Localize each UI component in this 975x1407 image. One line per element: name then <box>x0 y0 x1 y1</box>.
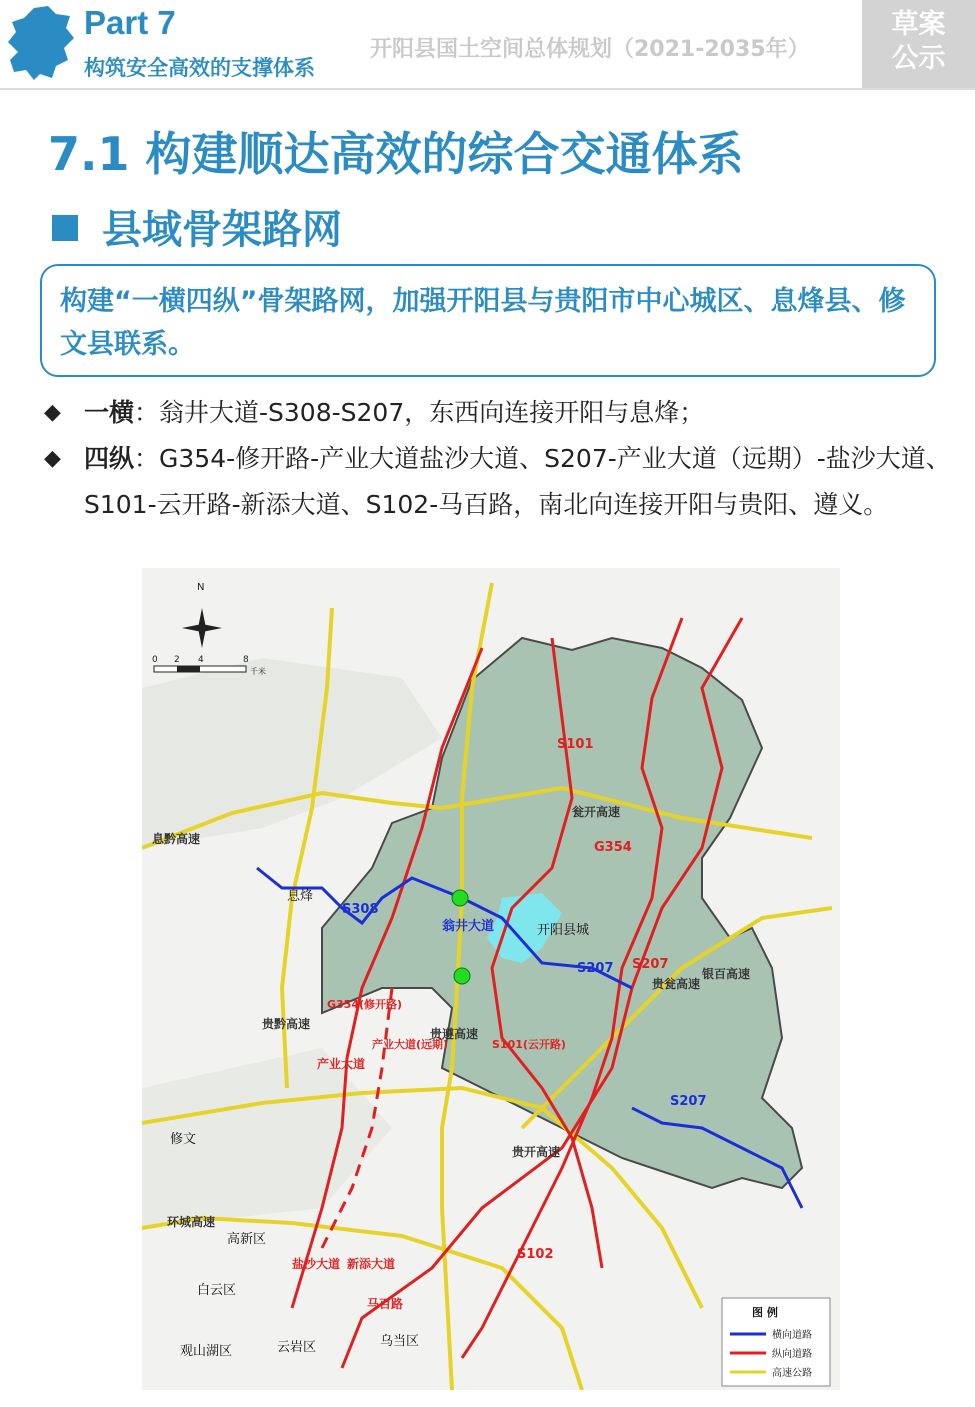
scale-tick: 4 <box>198 655 204 665</box>
place-label: 白云区 <box>197 1283 237 1298</box>
legend-label: 纵向道路 <box>772 1349 812 1360</box>
diamond-bullet-icon: ◆ <box>44 446 61 471</box>
place-label: 观山湖区 <box>180 1344 233 1359</box>
bullet-list <box>40 390 955 528</box>
road-label: 瓮开高速 <box>572 805 621 819</box>
legend-label: 高速公路 <box>772 1368 812 1379</box>
road-label: 银百高速 <box>702 967 751 981</box>
hub-node <box>454 968 470 984</box>
hub-node <box>452 890 468 906</box>
part-label: Part 7 <box>84 4 176 41</box>
section-title: 7.1 构建顺达高效的综合交通体系 <box>48 127 744 181</box>
road-label: S207 <box>632 957 669 972</box>
road-network-map <box>142 568 840 1390</box>
road-label: S101(云开路) <box>492 1038 566 1051</box>
road-label: S102 <box>517 1247 554 1262</box>
road-label: 贵黔高速 <box>262 1017 311 1031</box>
road-label: G354(修开路) <box>327 998 403 1011</box>
road-label: 新添大道 <box>347 1257 396 1271</box>
road-label: 息黔高速 <box>152 832 201 846</box>
road-label: 翁井大道 <box>442 919 495 934</box>
road-label: S207 <box>670 1094 707 1109</box>
scale-tick: 2 <box>174 655 180 665</box>
road-label: 贵瓮高速 <box>652 977 701 991</box>
road-label: S207 <box>577 961 614 976</box>
summary-box: 构建“一横四纵”骨架路网，加强开阳县与贵阳市中心城区、息烽县、修文县联系。 <box>40 264 936 377</box>
scale-bar-segment <box>177 666 200 672</box>
scale-tick: 8 <box>243 655 249 665</box>
place-label: 高新区 <box>227 1232 267 1247</box>
part-subtitle: 构筑安全高效的支撑体系 <box>84 56 315 80</box>
road-label: 贵开高速 <box>512 1145 561 1159</box>
road-label: S101 <box>557 737 594 752</box>
road-label: S308 <box>342 902 379 917</box>
road-label: 马百路 <box>367 1297 404 1311</box>
bullet-text: ：G354-修开路-产业大道盐沙大道、S207-产业大道（远期）-盐沙大道、S101-云开路-新添大道、S102-马百路，南北向连接开阳与贵阳、遵义。 <box>84 444 951 519</box>
legend-label: 横向道路 <box>772 1330 812 1341</box>
road-label: 环城高速 <box>167 1215 216 1229</box>
bullet-label: 四纵 <box>84 444 135 473</box>
road-label: 贵遵高速 <box>430 1027 479 1041</box>
place-label: 息烽 <box>287 889 314 904</box>
place-label: 云岩区 <box>277 1340 317 1355</box>
draft-badge <box>862 0 975 88</box>
diamond-bullet-icon: ◆ <box>44 400 61 425</box>
north-label: N <box>197 582 205 593</box>
page-header <box>0 0 975 90</box>
scale-tick: 0 <box>152 655 158 665</box>
county-map-logo <box>4 4 80 82</box>
place-label: 乌当区 <box>380 1334 420 1349</box>
bullet-item <box>40 390 955 436</box>
road-label: 产业大道 <box>317 1057 366 1071</box>
section-subtitle: 县域骨架路网 <box>102 207 342 253</box>
bullet-label: 一横 <box>84 398 135 427</box>
draft-line-2: 公示 <box>891 43 946 74</box>
place-label: 开阳县城 <box>537 923 590 938</box>
scale-unit: 千米 <box>250 667 266 676</box>
legend-title: 图 例 <box>752 1306 778 1319</box>
bullet-text: ：翁井大道-S308-S207，东西向连接开阳与息烽； <box>134 398 705 427</box>
road-label: 产业大道(远期) <box>372 1038 449 1051</box>
draft-line-1: 草案 <box>891 9 946 40</box>
bullet-item <box>40 436 955 528</box>
place-label: 修文 <box>170 1132 197 1147</box>
square-bullet-icon <box>52 215 78 241</box>
document-title: 开阳县国土空间总体规划（2021-2035年） <box>370 37 810 62</box>
road-label: 盐沙大道 <box>292 1257 341 1271</box>
map-legend <box>722 1298 830 1386</box>
road-label: G354 <box>594 840 632 855</box>
section-subtitle-row <box>52 198 342 255</box>
